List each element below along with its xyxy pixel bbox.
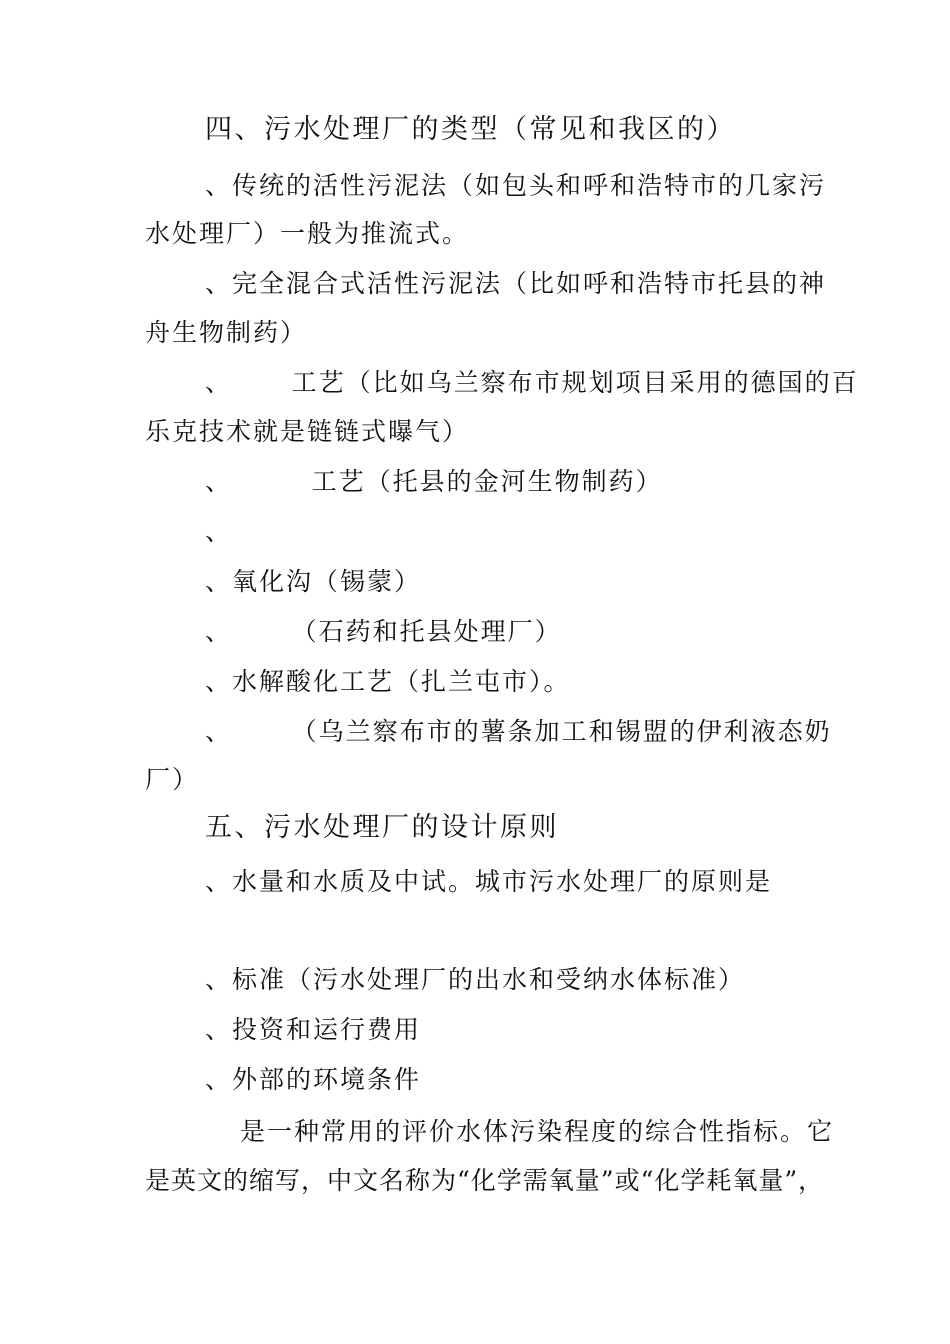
section-4-item-5: 、 — [205, 517, 233, 546]
section-4-heading: 四、污水处理厂的类型（常见和我区的） — [205, 114, 736, 145]
section-4-item-8: 、水解酸化工艺（扎兰屯市）。 — [205, 667, 571, 696]
section-4-item-6: 、氧化沟（锡蒙） — [205, 567, 422, 596]
section-4-item-9: 、 （乌兰察布市的薯条加工和锡盟的伊利液态奶 — [205, 717, 832, 746]
section-4-item-4: 、 工艺（托县的金河生物制药） — [205, 467, 663, 496]
section-4-item-9-cont: 厂） — [145, 765, 200, 794]
section-4-item-3-cont: 乐克技术就是链链式曝气） — [145, 417, 470, 446]
section-5-item-4: 、外部的环境条件 — [205, 1065, 422, 1094]
section-4-item-7: 、 （石药和托县处理厂） — [205, 617, 562, 646]
cod-paragraph-line-2: 是英文的缩写，中文名称为“化学需氧量”或“化学耗氧量”， — [145, 1166, 825, 1195]
cod-paragraph-line-1: 是一种常用的评价水体污染程度的综合性指标。它 — [240, 1117, 835, 1146]
section-5-item-3: 、投资和运行费用 — [205, 1015, 422, 1044]
section-5-item-1: 、水量和水质及中试。城市污水处理厂的原则是 — [205, 867, 773, 896]
section-5-item-2: 、标准（污水处理厂的出水和受纳水体标准） — [205, 965, 746, 994]
section-4-item-2: 、完全混合式活性污泥法（比如呼和浩特市托县的神 — [205, 269, 827, 298]
section-4-item-1-cont: 水处理厂）一般为推流式。 — [145, 219, 470, 248]
section-4-item-3: 、 工艺（比如乌兰察布市规划项目采用的德国的百 — [205, 368, 859, 397]
section-5-heading: 五、污水处理厂的设计原则 — [205, 812, 559, 843]
section-4-item-2-cont: 舟生物制药） — [145, 318, 308, 347]
section-4-item-1: 、传统的活性污泥法（如包头和呼和浩特市的几家污 — [205, 171, 827, 200]
